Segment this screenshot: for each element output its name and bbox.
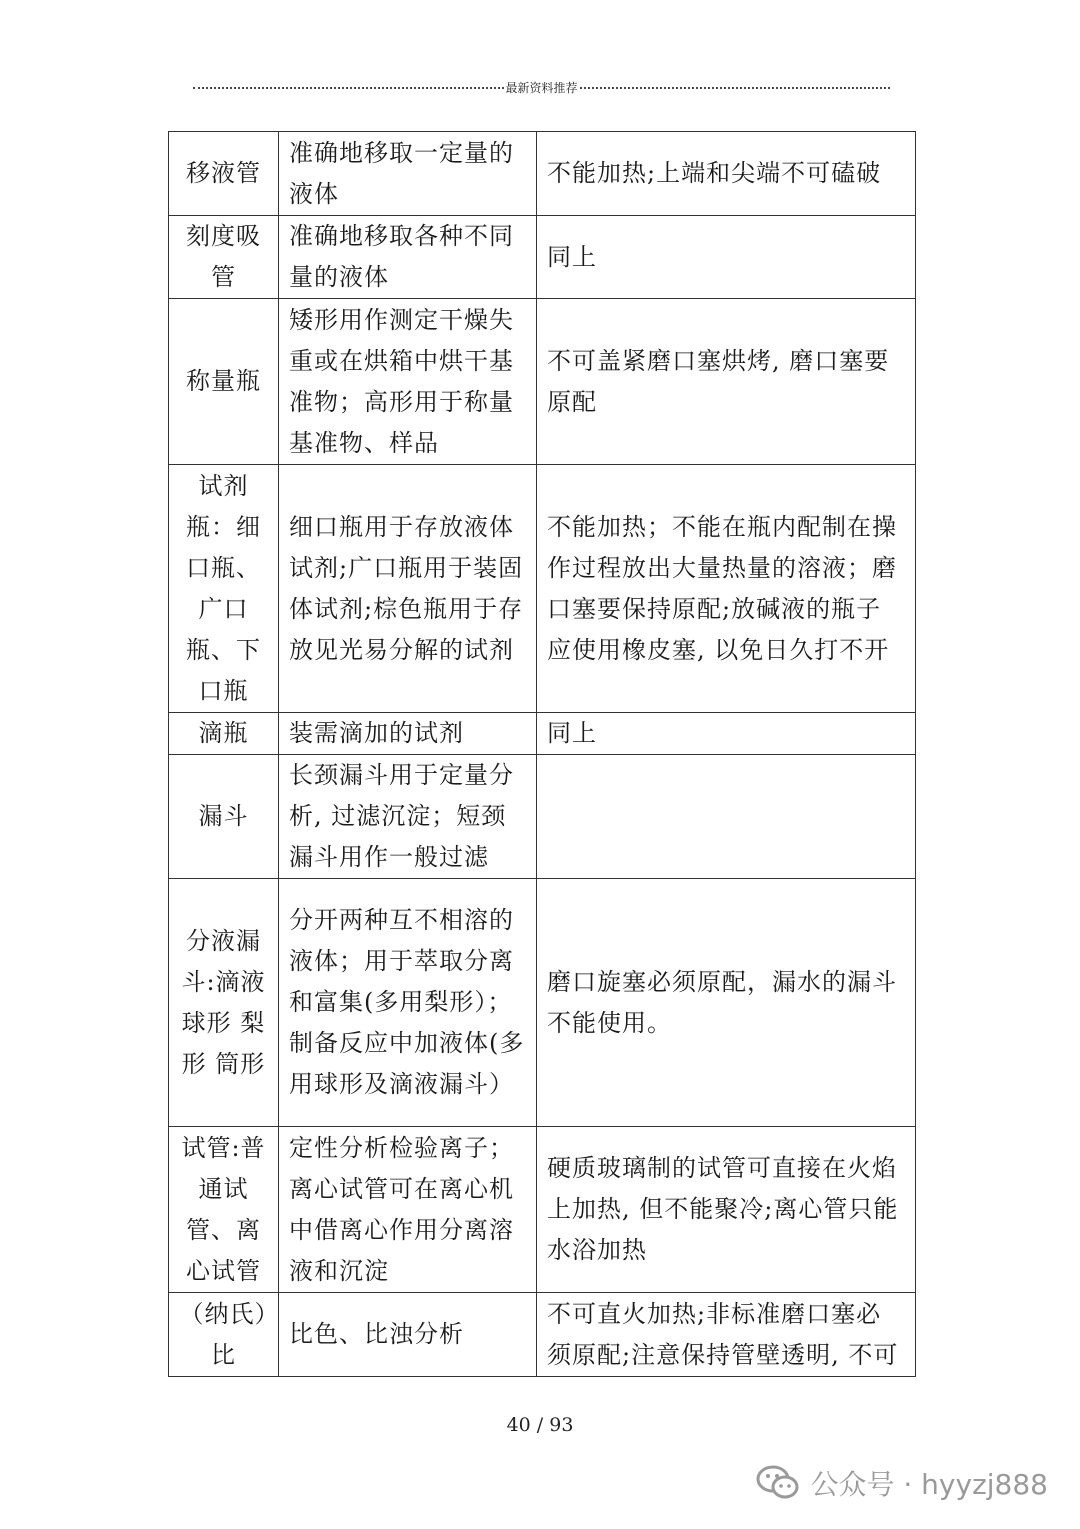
instrument-name: 刻度吸管: [169, 216, 279, 299]
instrument-name: 移液管: [169, 132, 279, 216]
instrument-name: 试管:普通试管、离心试管: [169, 1127, 279, 1293]
table-row: [169, 132, 916, 216]
instrument-name: （纳氏）比: [169, 1293, 279, 1377]
table-row: [169, 755, 916, 879]
instrument-table: [168, 131, 916, 1377]
instrument-name: 分液漏斗:滴液 球形 梨形 筒形: [169, 879, 279, 1127]
table-row: [169, 1127, 916, 1293]
instrument-note: 硬质玻璃制的试管可直接在火焰上加热, 但不能聚冷;离心管只能水浴加热: [537, 1127, 916, 1293]
instrument-name: 滴瓶: [169, 713, 279, 755]
instrument-note: 同上: [537, 713, 916, 755]
instrument-use: 装需滴加的试剂: [279, 713, 537, 755]
header-text: 最新资料推荐: [505, 80, 578, 95]
instrument-name: 漏斗: [169, 755, 279, 879]
instrument-use: 长颈漏斗用于定量分析, 过滤沉淀；短颈漏斗用作一般过滤: [279, 755, 537, 879]
instrument-name: 试剂瓶：细口瓶、广口瓶、下口瓶: [169, 465, 279, 713]
instrument-note: 磨口旋塞必须原配，漏水的漏斗不能使用。: [537, 879, 916, 1127]
table-row: [169, 879, 916, 1127]
table-row: [169, 299, 916, 465]
instrument-note: 不可直火加热;非标准磨口塞必须原配;注意保持管壁透明, 不可: [537, 1293, 916, 1377]
instrument-use: 分开两种互不相溶的液体；用于萃取分离和富集(多用梨形）；制备反应中加液体(多用球形及滴液漏斗）: [279, 879, 537, 1127]
instrument-use: 矮形用作测定干燥失重或在烘箱中烘干基准物；高形用于称量基准物、样品: [279, 299, 537, 465]
instrument-note: [537, 755, 916, 879]
instrument-use: 定性分析检验离子；离心试管可在离心机中借离心作用分离溶液和沉淀: [279, 1127, 537, 1293]
table-row: [169, 713, 916, 755]
instrument-note: 不可盖紧磨口塞烘烤, 磨口塞要原配: [537, 299, 916, 465]
instrument-name: 称量瓶: [169, 299, 279, 465]
table-row: [169, 1293, 916, 1377]
page-header: [193, 78, 890, 96]
watermark: [756, 1463, 1048, 1503]
wechat-icon: [756, 1464, 800, 1502]
instrument-use: 准确地移取一定量的液体: [279, 132, 537, 216]
table-row: [169, 216, 916, 299]
page-number: 40 / 93: [506, 1414, 574, 1436]
instrument-use: 准确地移取各种不同量的液体: [279, 216, 537, 299]
table-row: [169, 465, 916, 713]
instrument-note: 同上: [537, 216, 916, 299]
instrument-use: 比色、比浊分析: [279, 1293, 537, 1377]
header-dots-left: [193, 87, 504, 89]
instrument-use: 细口瓶用于存放液体试剂;广口瓶用于装固体试剂;棕色瓶用于存放见光易分解的试剂: [279, 465, 537, 713]
watermark-text: 公众号 · hyyzj888: [810, 1468, 1048, 1501]
instrument-note: 不能加热；不能在瓶内配制在操作过程放出大量热量的溶液；磨口塞要保持原配;放碱液的瓶子应使用橡皮塞, 以免日久打不开: [537, 465, 916, 713]
instrument-note: 不能加热;上端和尖端不可磕破: [537, 132, 916, 216]
header-dots-right: [580, 87, 891, 89]
